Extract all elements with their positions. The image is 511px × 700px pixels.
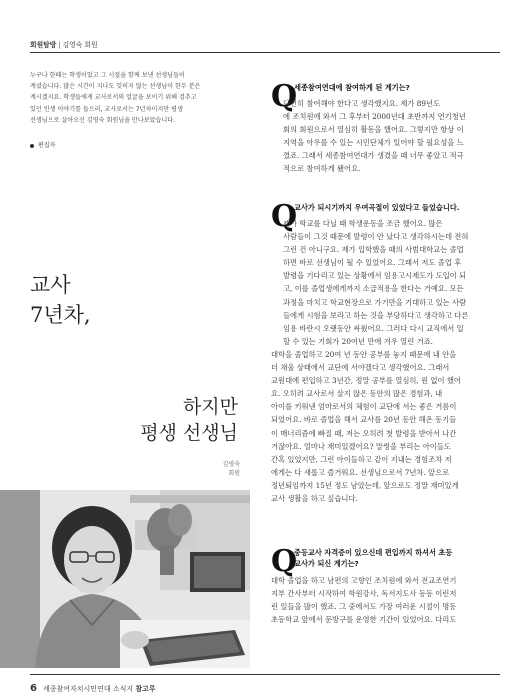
answer-line: 임용 바란시 오랫동안 싸웠어요. 그러다 다시 교직에서 일	[283, 323, 464, 333]
editor-label: 편집자	[38, 142, 56, 149]
portrait-image	[0, 490, 250, 668]
answer-1	[283, 97, 498, 176]
answer-line: 회의 회원으로서 열심히 활동을 했어요. 그렇지만 항상 이	[283, 125, 464, 135]
answer-line: 꼈죠. 그래서 세종참여연대가 생겼을 때 너무 좋았고 적극	[283, 151, 464, 161]
question-text	[294, 202, 460, 213]
header-separator: |	[58, 41, 61, 49]
q-mark-icon: Q	[271, 544, 298, 579]
intro-line: 선생님으로 살아오신 김영숙 회원님을 만나보았습니다.	[30, 116, 176, 124]
answer-line: 할 수 있는 기회가 20여년 만에 겨우 열린 거죠.	[283, 336, 433, 346]
answer-line: 되었어요. 바로 졸업을 해서 교사를 20년 동안 해온 동기들	[271, 415, 457, 425]
question-line: 중등교사 자격증이 있으신데 편입까지 하셔서 초등	[294, 548, 453, 557]
author-name: 김영숙	[222, 461, 240, 468]
question-line: 교사가 되시기까지 우여곡절이 있었다고 들었습니다.	[294, 203, 460, 212]
footer-rule	[30, 674, 500, 675]
answer-line: 아이를 키워낸 엄마로서의 체험이 교단에 서는 좋은 거름이	[271, 402, 457, 412]
answer-line: 거잖아요. 얼마나 재미있겠어요? 말썽을 부리는 아이들도	[271, 441, 451, 451]
answer-line: 교원대에 편입하고 3년간, 정말 공부를 열심히, 원 없이 했어	[271, 376, 461, 386]
answer-line: 대학을 졸업하고 20여 년 동안 공부를 놓지 때문에 내 안을	[271, 350, 457, 359]
answer-line: 지부 간사부터 시작하여 학원강사, 독서지도사 등등 이런저	[271, 589, 457, 599]
answer-line: 들에게 시험을 보라고 하는 것을 부당하다고 생각하고 다른	[283, 310, 469, 320]
q-mark-icon: Q	[271, 79, 298, 114]
title-line: 하지만	[182, 396, 238, 418]
answer-line: 교사 생활을 하고 싶습니다.	[271, 494, 358, 504]
publication-name: 세종참여자치시민연대 소식지	[42, 685, 134, 693]
author-role: 회원	[228, 470, 240, 477]
intro-paragraph	[30, 70, 255, 126]
article-title-top	[30, 270, 91, 330]
page-number: 6	[30, 683, 37, 694]
answer-line: 사람들이 그것 때문에 발령이 안 났다고 생각하시는데 전혀	[283, 232, 469, 242]
answer-line: 적으로 참여하게 됐어요.	[283, 164, 361, 174]
header-rule	[30, 52, 500, 53]
intro-line: 계시겠지요. 학생들에게 교사로서의 얼굴을 보이기 위해 검추고	[30, 94, 197, 102]
editor-credit	[30, 140, 55, 149]
answer-2-continued	[271, 348, 486, 505]
answer-line: 런 일들을 많이 했죠. 그 중에서도 가장 여러운 시절이 명동	[271, 602, 457, 612]
answer-line: 이 매너리즘에 빠질 때, 저는 오히려 첫 발령을 받아서 나간	[271, 428, 457, 438]
answer-line: 정년퇴임까지 15년 정도 남았는데, 앞으로도 정말 재미있게	[271, 480, 459, 490]
question-text	[294, 547, 452, 569]
answer-line: 간혹 있었지만, 그런 아이들하고 같이 지내는 경험조차 저	[271, 454, 452, 464]
answer-3	[271, 574, 486, 626]
answer-line: 에게는 다 새롭고 즐거워요. 선생님으로서 7년차. 앞으로	[271, 467, 450, 477]
answer-line: 발령을 기다리고 있는 상황에서 임용고시제도가 도입이 되	[283, 271, 467, 281]
q-mark-icon: Q	[271, 199, 298, 234]
title-line: 평생 선생님	[140, 422, 238, 444]
author-credit	[190, 460, 240, 478]
answer-line: 고, 이를 졸업생에게까지 소급적용을 한다는 거예요. 모든	[283, 284, 464, 294]
bullet-icon	[30, 144, 34, 148]
answer-line: 당연히 참여해야 한다고 생각했지요. 제가 89년도	[283, 99, 441, 108]
magazine-name: 참고루	[135, 685, 156, 693]
intro-line: 있던 인생 이야기를 들으러, 교사로서는 7년차이지만 평생	[30, 105, 183, 113]
answer-line: 에 조치원에 와서 그 후부터 2000년대 초반까지 연기청년	[283, 112, 466, 122]
page-header	[30, 39, 98, 49]
answer-line: 초등학교 앞에서 문방구를 운영한 기간이 있었어요. 다리도	[271, 615, 457, 625]
intro-line: 누구나 한때는 학생이었고 그 시절을 함께 보낸 선생님들이	[30, 72, 185, 79]
answer-line: 요. 오히려 교사로서 살지 않은 동안의 많은 경험과, 내	[271, 389, 443, 399]
header-subject: 김영숙 회원	[62, 41, 98, 49]
answer-line: 과정을 마치고 학교현장으로 가기만을 기대하고 있는 사람	[283, 297, 467, 307]
answer-line: 더 채울 상태에서 교단에 서야겠다고 생각했어요. 그래서	[271, 363, 450, 373]
question-text	[294, 82, 410, 93]
article-title-bottom	[112, 394, 238, 446]
question-3	[271, 544, 491, 579]
interview-photo	[0, 490, 250, 668]
answer-line: 하면 바로 선생님이 될 수 있었어요. 그래서 저도 졸업 후	[283, 258, 462, 268]
answer-2	[283, 217, 498, 348]
page-footer	[30, 683, 156, 694]
section-label: 회원탐방	[30, 41, 57, 49]
answer-line: 그런 건 아니구요. 제가 입학했을 때의 사범대학교는 졸업	[283, 245, 464, 255]
title-line: 7년차,	[30, 303, 91, 327]
answer-line: 지역을 아우를 수 있는 시민단체가 있어야 할 필요성을 느	[283, 138, 464, 148]
intro-line: 계셨습니다. 많은 시간이 지나도 잊히지 않는 선생님이 한두 분은	[30, 83, 201, 91]
question-line: 교사가 되신 계기는?	[294, 559, 359, 568]
answer-line: 대학 졸업을 하고 남편의 고향인 조치원에 와서 전교조연기	[271, 576, 457, 585]
title-line: 교사	[30, 273, 71, 297]
question-line: 세종참여연대에 참여하게 된 계기는?	[294, 83, 410, 92]
answer-line: 제가 학교를 다닐 때 학생운동을 조금 했어요. 많은	[283, 219, 443, 228]
